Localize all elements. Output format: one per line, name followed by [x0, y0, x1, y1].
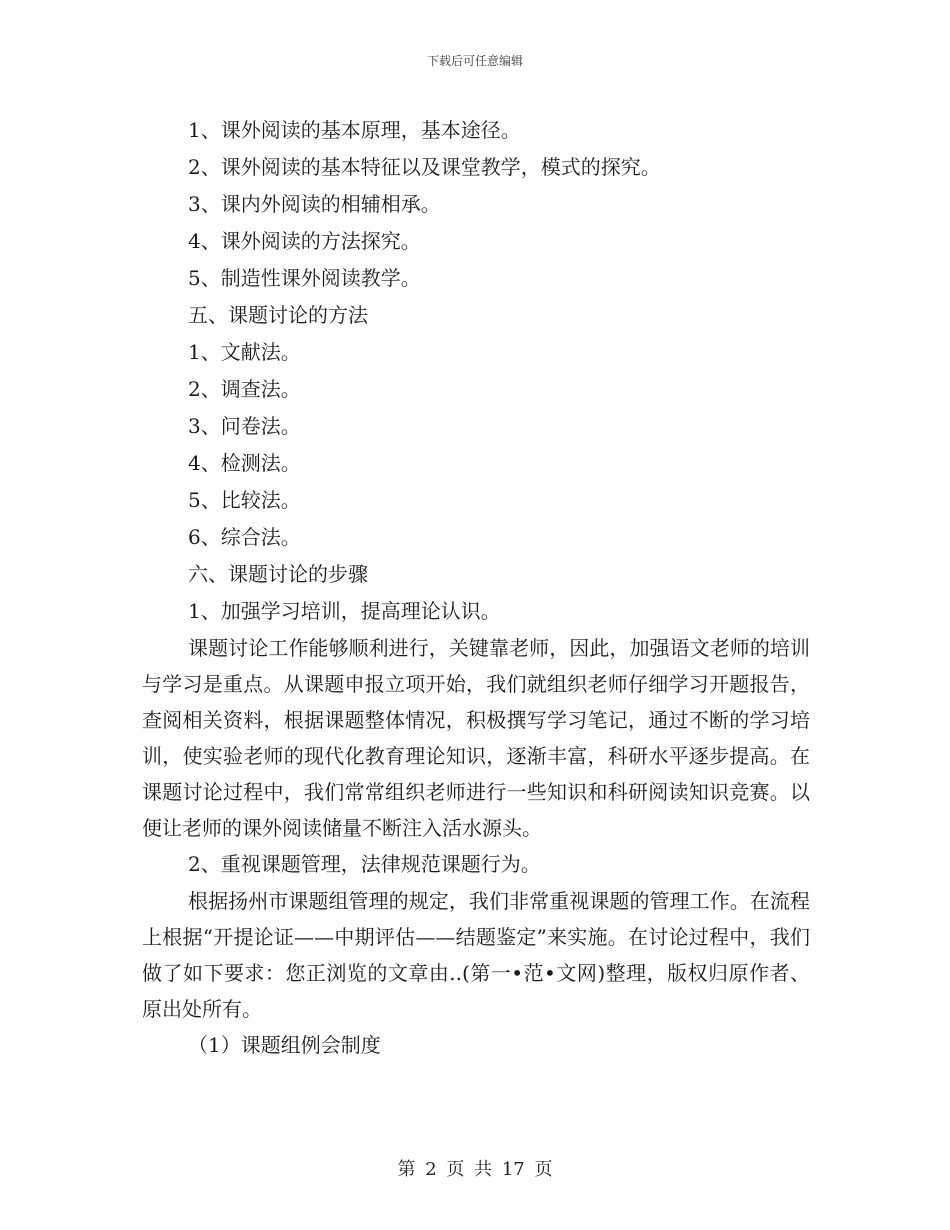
list-item: 3、问卷法。: [188, 414, 301, 438]
body-paragraph: 根据扬州市课题组管理的规定，我们非常重视课题的管理工作。在流程上根据“开提论证——中期评估——结题鉴定”来实施。在讨论过程中，我们做了如下要求：您正浏览的文章由..(第一•范•文网)整理，版权归原作者、原出处所有。: [142, 889, 810, 1021]
list-item: 4、检测法。: [188, 451, 301, 475]
list-item: 5、制造性课外阅读教学。: [188, 266, 421, 290]
list-item: 6、综合法。: [188, 525, 301, 549]
page-header: 下载后可任意编辑: [426, 54, 523, 68]
list-item: 1、课外阅读的基本原理，基本途径。: [188, 118, 521, 142]
list-item: 3、课内外阅读的相辅相承。: [188, 192, 441, 216]
section-heading: 五、课题讨论的方法: [188, 303, 368, 327]
list-item: 2、调查法。: [188, 377, 301, 401]
sub-item: （1）课题组例会制度: [188, 1033, 381, 1057]
page-footer: 第 2 页 共 17 页: [397, 1159, 553, 1180]
list-item: 2、课外阅读的基本特征以及课堂教学，模式的探究。: [188, 155, 661, 179]
body-paragraph: 课题讨论工作能够顺利进行，关键靠老师，因此，加强语文老师的培训与学习是重点。从课题申报立项开始，我们就组织老师仔细学习开题报告，查阅相关资料，根据课题整体情况，积极撰写学习笔记，通过不断的学习培训，使实验老师的现代化教育理论知识，逐渐丰富，科研水平逐步提高。在课题讨论过程中，我们常常组织老师进行一些知识和科研阅读知识竞赛。以便让老师的课外阅读储量不断注入活水源头。: [142, 636, 810, 840]
step-heading: 2、重视课题管理，法律规范课题行为。: [188, 852, 541, 876]
list-item: 4、课外阅读的方法探究。: [188, 229, 421, 253]
document-body: [142, 112, 810, 1064]
list-item: 1、文献法。: [188, 340, 301, 364]
section-heading: 六、课题讨论的步骤: [188, 562, 368, 586]
step-heading: 1、加强学习培训，提高理论认识。: [188, 599, 501, 623]
list-item: 5、比较法。: [188, 488, 301, 512]
